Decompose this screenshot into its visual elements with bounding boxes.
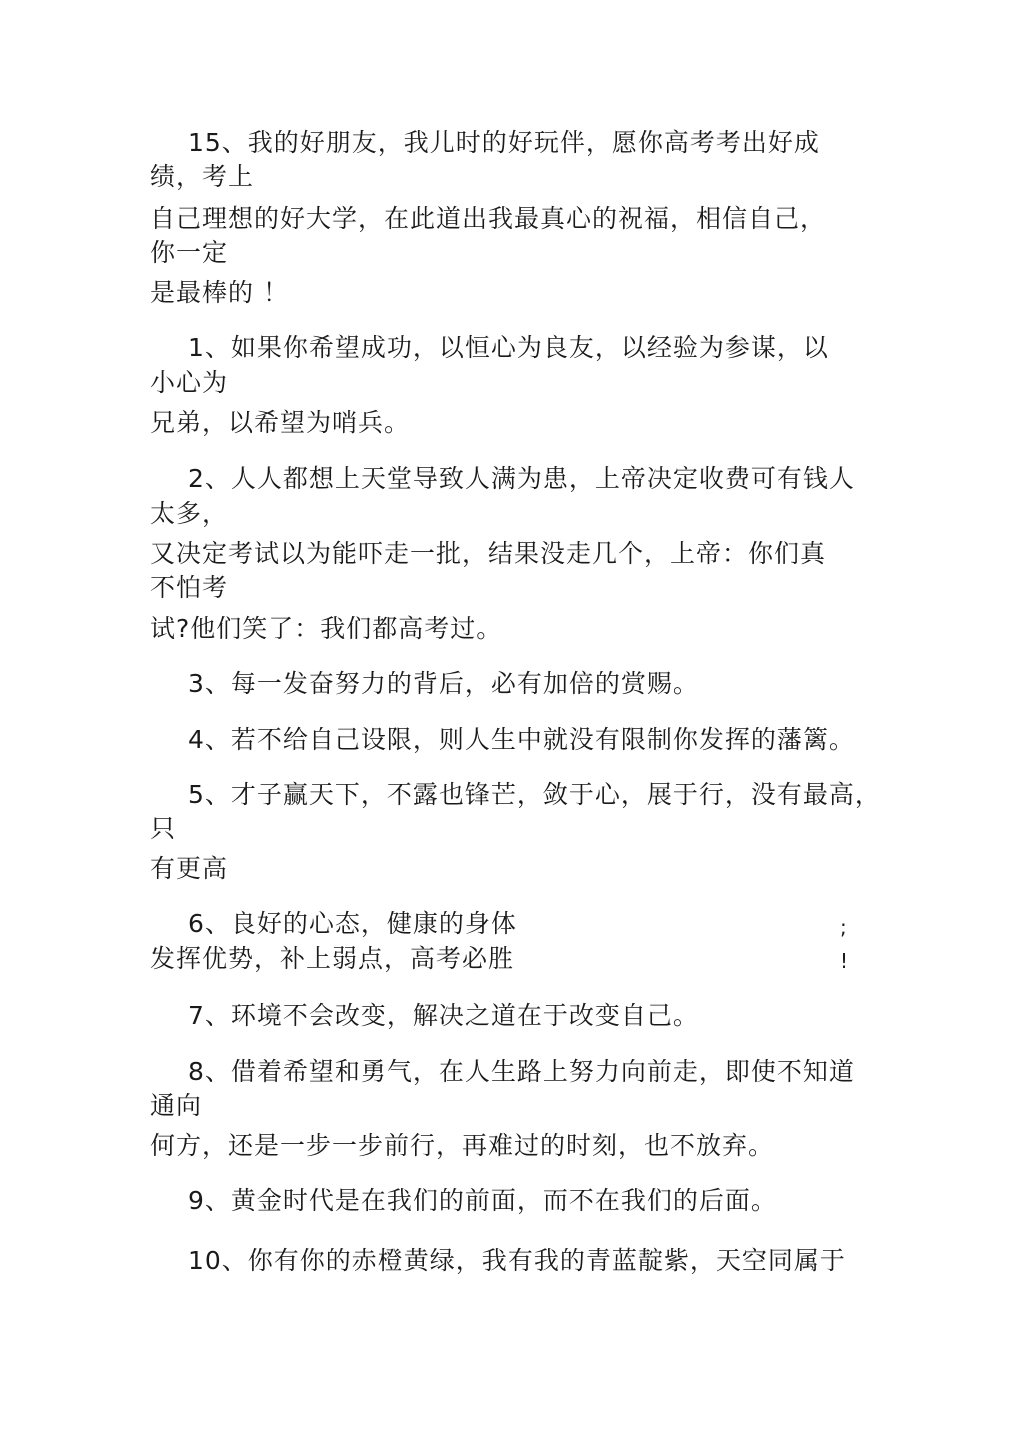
text-line: 通向 (150, 1091, 203, 1120)
text-line: 太多， (150, 499, 229, 528)
text-line: 何方，还是一步一步前行，再难过的时刻，也不放弃。 (150, 1131, 775, 1160)
text-line: 5、才子赢天下，不露也锋芒，敛于心，展于行，没有最高， (188, 780, 881, 809)
text-line: 兄弟，以希望为哨兵。 (150, 408, 411, 437)
text-line: 绩，考上 (150, 162, 255, 191)
exclamation-mark: ! (840, 949, 849, 973)
text-line: 你一定 (150, 238, 229, 267)
text-line: 试?他们笑了：我们都高考过。 (150, 614, 503, 643)
text-line: 小心为 (150, 368, 229, 397)
text-line: 是最棒的 ！ (150, 278, 289, 307)
text-line: 8、借着希望和勇气，在人生路上努力向前走，即使不知道 (188, 1057, 855, 1086)
text-line: 自己理想的好大学，在此道出我最真心的祝福，相信自己， (150, 204, 827, 233)
text-line: 1、如果你希望成功，以恒心为良友，以经验为参谋，以 (188, 333, 829, 362)
text-line: 6、良好的心态，健康的身体 (188, 909, 517, 938)
text-line: 4、若不给自己设限，则人生中就没有限制你发挥的藩篱。 (188, 725, 855, 754)
text-line: 10、你有你的赤橙黄绿，我有我的青蓝靛紫，天空同属于 (188, 1246, 846, 1275)
text-line: 发挥优势，补上弱点，高考必胜 (150, 944, 515, 973)
semicolon-mark: ; (840, 915, 847, 939)
text-line: 7、环境不会改变，解决之道在于改变自己。 (188, 1001, 699, 1030)
text-line: 不怕考 (150, 573, 229, 602)
text-line: 只 (150, 814, 177, 843)
text-line: 3、每一发奋努力的背后，必有加倍的赏赐。 (188, 669, 699, 698)
text-line: 有更高 (150, 854, 229, 883)
text-line: 9、黄金时代是在我们的前面，而不在我们的后面。 (188, 1186, 777, 1215)
text-line: 又决定考试以为能吓走一批，结果没走几个，上帝：你们真 (150, 539, 827, 568)
text-line: 15、我的好朋友，我儿时的好玩伴，愿你高考考出好成 (188, 128, 820, 157)
text-line: 2、人人都想上天堂导致人满为患，上帝决定收费可有钱人 (188, 464, 855, 493)
